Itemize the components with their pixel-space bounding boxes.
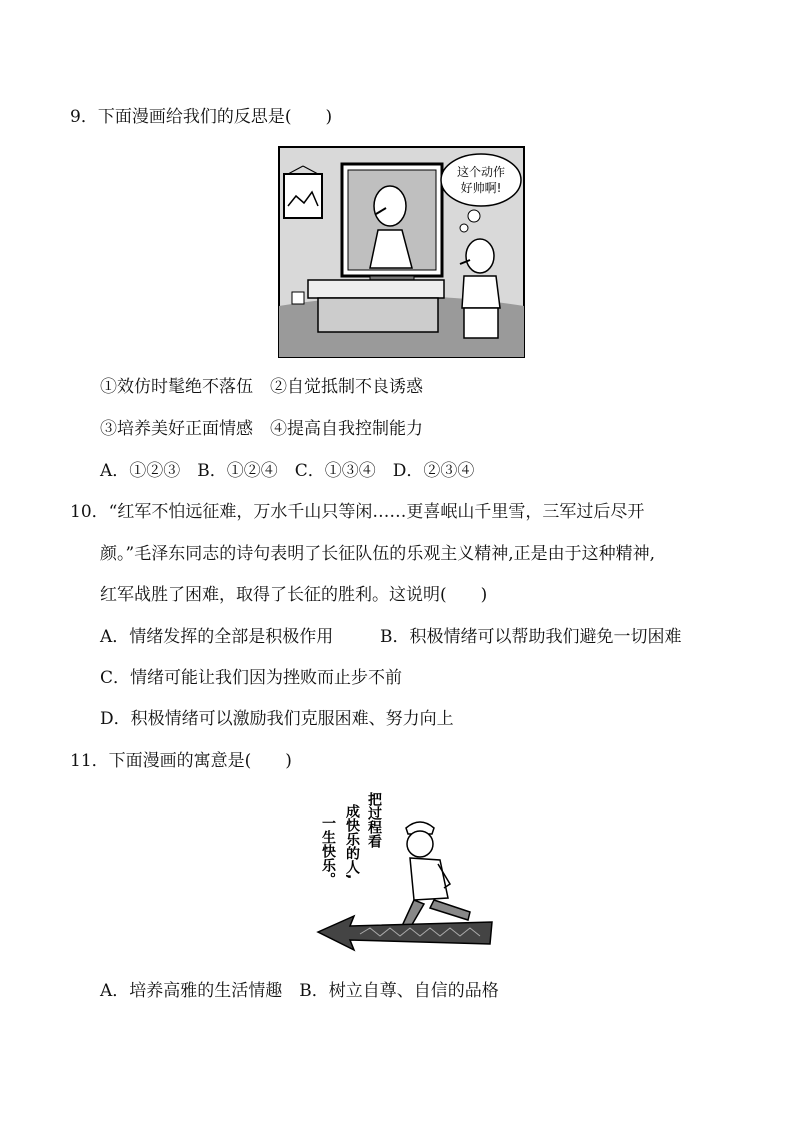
comic-running-man [310,788,500,958]
question-9-options-2: ③培养美好正面情感 ④提高自我控制能力 [100,419,423,439]
comic-bubble-text-1: 这个动作 [456,165,506,179]
comic-tv-smoking [278,146,525,358]
comic-text-col-3: 一生快乐。 [320,816,336,886]
question-11-stem: 11．下面漫画的寓意是( ) [70,751,292,771]
question-10-stem-line-1: 10．“红军不怕远征难，万水千山只等闲……更喜岷山千里雪，三军过后尽开 [70,502,645,522]
question-10-choice-d: D．积极情绪可以激励我们克服困难、努力向上 [100,709,454,729]
comic-text-col-2: 成快乐的人, [344,804,360,880]
question-10-stem-line-3: 红军战胜了困难，取得了长征的胜利。这说明( ) [100,585,488,605]
question-9-choices: A．①②③ B．①②④ C．①③④ D．②③④ [100,461,475,481]
question-11-choices-ab: A．培养高雅的生活情趣 B．树立自尊、自信的品格 [100,981,499,1001]
comic-text-col-1: 把过程看 [366,792,382,848]
comic-bubble-text-2: 好帅啊! [460,181,502,195]
question-9-options-1: ①效仿时髦绝不落伍 ②自觉抵制不良诱惑 [100,377,423,397]
question-10-choice-a: A．情绪发挥的全部是积极作用 [100,627,334,647]
question-9-stem: 9．下面漫画给我们的反思是( ) [70,107,333,127]
question-10-stem-line-2: 颜。”毛泽东同志的诗句表明了长征队伍的乐观主义精神,正是由于这种精神, [100,544,655,564]
question-10-choice-c: C．情绪可能让我们因为挫败而止步不前 [100,668,403,688]
question-10-choice-b: B．积极情绪可以帮助我们避免一切困难 [380,627,682,647]
